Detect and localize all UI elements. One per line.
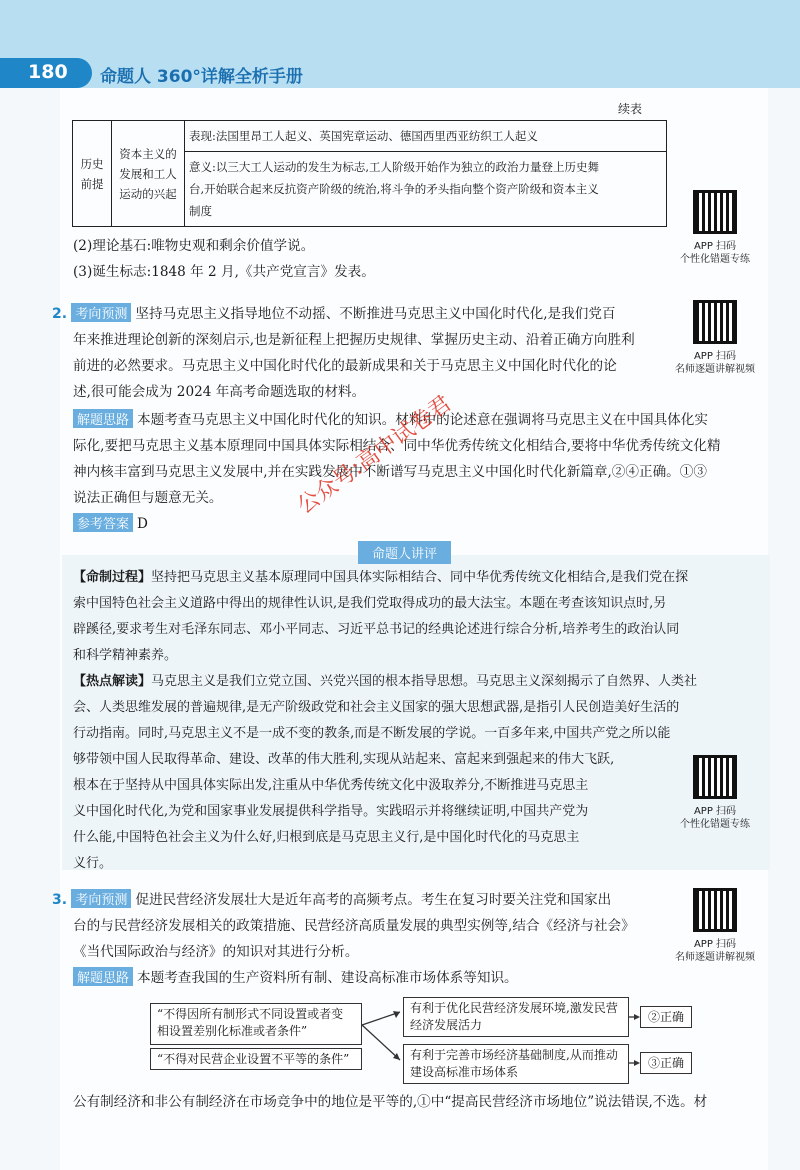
q2-line: 述,很可能会成为 2024 年高考命题选取的材料。 — [73, 384, 366, 400]
history-table — [72, 120, 667, 227]
lecture-line: 会、人类思维发展的普遍规律,是无产阶级政党和社会主义国家的强大思想武器,是指引人民创造美好生活的 — [73, 700, 680, 715]
q2-analysis-line: 际化,要把马克思主义基本原理同中国具体实际相结合、同中华优秀传统文化相结合,要将中华优秀传统文化精 — [73, 438, 721, 454]
lecture-line: 够带领中国人民取得革命、建设、改革的伟大胜利,实现从站起来、富起来到强起来的伟大飞跃, — [73, 752, 615, 767]
table-performance: 表现:法国里昂工人起义、英国宪章运动、德国西里西亚纺织工人起义 — [185, 121, 667, 152]
meaning-line: 制度 — [189, 204, 212, 218]
continue-label: 续表 — [618, 102, 643, 116]
section-tag: 考向预测 — [71, 303, 131, 322]
qr-code-icon[interactable] — [693, 888, 737, 932]
q3-analysis: 解题思路 本题考查我国的生产资料所有制、建设高标准市场体系等知识。 — [73, 966, 518, 992]
diagram-mid-bottom: 有利于完善市场经济基础制度,从而推动建设高标准市场体系 — [403, 1044, 629, 1084]
qr-code-icon[interactable] — [693, 300, 737, 344]
qr-caption: APP 扫码 名师逐题讲解视频 — [675, 939, 755, 963]
section-tag: 解题思路 — [73, 409, 133, 428]
lecture-line: 和科学精神素养。 — [73, 648, 178, 663]
hot-label: 【热点解读】 — [73, 674, 152, 689]
table-meaning — [185, 152, 667, 227]
qr-caption: APP 扫码 个性化错题专练 — [680, 806, 750, 830]
meaning-line: 意义:以三大工人运动的发生为标志,工人阶级开始作为独立的政治力量登上历史舞 — [189, 160, 600, 174]
qr-caption: APP 扫码 个性化错题专练 — [680, 241, 750, 265]
section-tag: 考向预测 — [71, 889, 131, 908]
lecture-line: 索中国特色社会主义道路中得出的规律性认识,是我们党取得成功的最大法宝。本题在考查该知识点时,另 — [73, 596, 667, 611]
q2-answer — [73, 512, 148, 538]
lecture-line: 义行。 — [73, 856, 113, 871]
section-tag: 解题思路 — [73, 967, 133, 986]
process-label: 【命制过程】 — [73, 570, 152, 585]
lecture-line: 根本在于坚持从中国具体实际出发,注重从中华优秀传统文化中汲取养分,不断推进马克思主 — [73, 778, 589, 793]
question-3: 3. 考向预测 促进民营经济发展壮大是近年高考的高频考点。考生在复习时要关注党和国家出 — [52, 888, 677, 914]
point-birth: (3)诞生标志:1848 年 2 月,《共产党宣言》发表。 — [73, 264, 375, 280]
meaning-line: 台,开始联合起来反抗资产阶级的统治,将斗争的矛头指向整个资产阶级和资本主义 — [189, 182, 599, 196]
q2-analysis-line: 神内核丰富到马克思主义发展中,并在实践发展中不断谱写马克思主义中国化时代化新篇章,②④正确。①③ — [73, 464, 707, 480]
lecture-hot: 【热点解读】马克思主义是我们立党立国、兴党兴国的根本指导思想。马克思主义深刻揭示了自然界、人类社 — [73, 674, 698, 689]
diagram-mid-top: 有利于优化民营经济发展环境,激发民营经济发展活力 — [403, 997, 629, 1037]
section-tag: 参考答案 — [73, 513, 133, 532]
q2-analysis: 解题思路 本题考查马克思主义中国化时代化的知识。材料中的论述意在强调将马克思主义在中国具体化实 — [73, 408, 708, 434]
lecture-process: 【命制过程】坚持把马克思主义基本原理同中国具体实际相结合、同中华优秀传统文化相结合,是我们党在探 — [73, 570, 689, 585]
lecture-line: 义中国化时代化,为党和国家事业发展提供科学指导。实践昭示并将继续证明,中国共产党为 — [73, 804, 589, 819]
diagram-left-bottom: “不得对民营企业设置不平等的条件” — [150, 1048, 362, 1070]
watermark: 公众号:高中试卷君 — [292, 391, 457, 520]
qr-caption: APP 扫码 名师逐题讲解视频 — [675, 351, 755, 375]
lecture-line: 行动指南。同时,马克思主义不是一成不变的教条,而是不断发展的学说。一百多年来,中国共产党之所以能 — [73, 726, 671, 741]
q3-line: 台的与民营经济发展相关的政策措施、民营经济高质量发展的典型实例等,结合《经济与社会》 — [73, 918, 635, 934]
q2-analysis-line: 说法正确但与题意无关。 — [73, 490, 223, 506]
table-row-head: 历史前提 — [73, 121, 112, 227]
lecture-line: 辟蹊径,要求考生对毛泽东同志、邓小平同志、习近平总书记的经典论述进行综合分析,培养考生的政治认同 — [73, 622, 680, 637]
question-number: 2. — [52, 306, 68, 322]
qr-code-icon[interactable] — [693, 755, 737, 799]
q2-line: 前进的必然要求。马克思主义中国化时代化的最新成果和关于马克思主义中国化时代化的论 — [73, 358, 617, 374]
question-number: 3. — [52, 892, 68, 908]
q3-line: 《当代国际政治与经济》的知识对其进行分析。 — [73, 944, 359, 960]
diagram-left-top: “不得因所有制形式不同设置或者变相设置差别化标准或者条件” — [150, 1003, 362, 1045]
answer-value: D — [137, 516, 148, 532]
diagram-result-bottom: ③正确 — [640, 1052, 692, 1074]
point-theory: (2)理论基石:唯物史观和剩余价值学说。 — [73, 238, 315, 254]
diagram-arrows — [360, 995, 650, 1090]
page-number: 180 — [28, 61, 68, 83]
qr-code-icon[interactable] — [693, 190, 737, 234]
lecture-line: 什么能,中国特色社会主义为什么好,归根到底是马克思主义行,是中国化时代化的马克思主 — [73, 830, 580, 845]
lecture-title: 命题人讲评 — [358, 541, 451, 564]
q2-line: 年来推进理论创新的深刻启示,也是新征程上把握历史规律、掌握历史主动、沿着正确方向胜利 — [73, 332, 635, 348]
book-title: 命题人 360°详解全析手册 — [100, 67, 303, 87]
question-2: 2. 考向预测 坚持马克思主义指导地位不动摇、不断推进马克思主义中国化时代化,是我们党百 — [52, 302, 677, 328]
diagram-result-top: ②正确 — [640, 1006, 692, 1028]
final-line: 公有制经济和非公有制经济在市场竞争中的地位是平等的,①中“提高民营经济市场地位”说法错误,不选。材 — [73, 1094, 708, 1110]
table-sub-head: 资本主义的发展和工人运动的兴起 — [112, 121, 185, 227]
